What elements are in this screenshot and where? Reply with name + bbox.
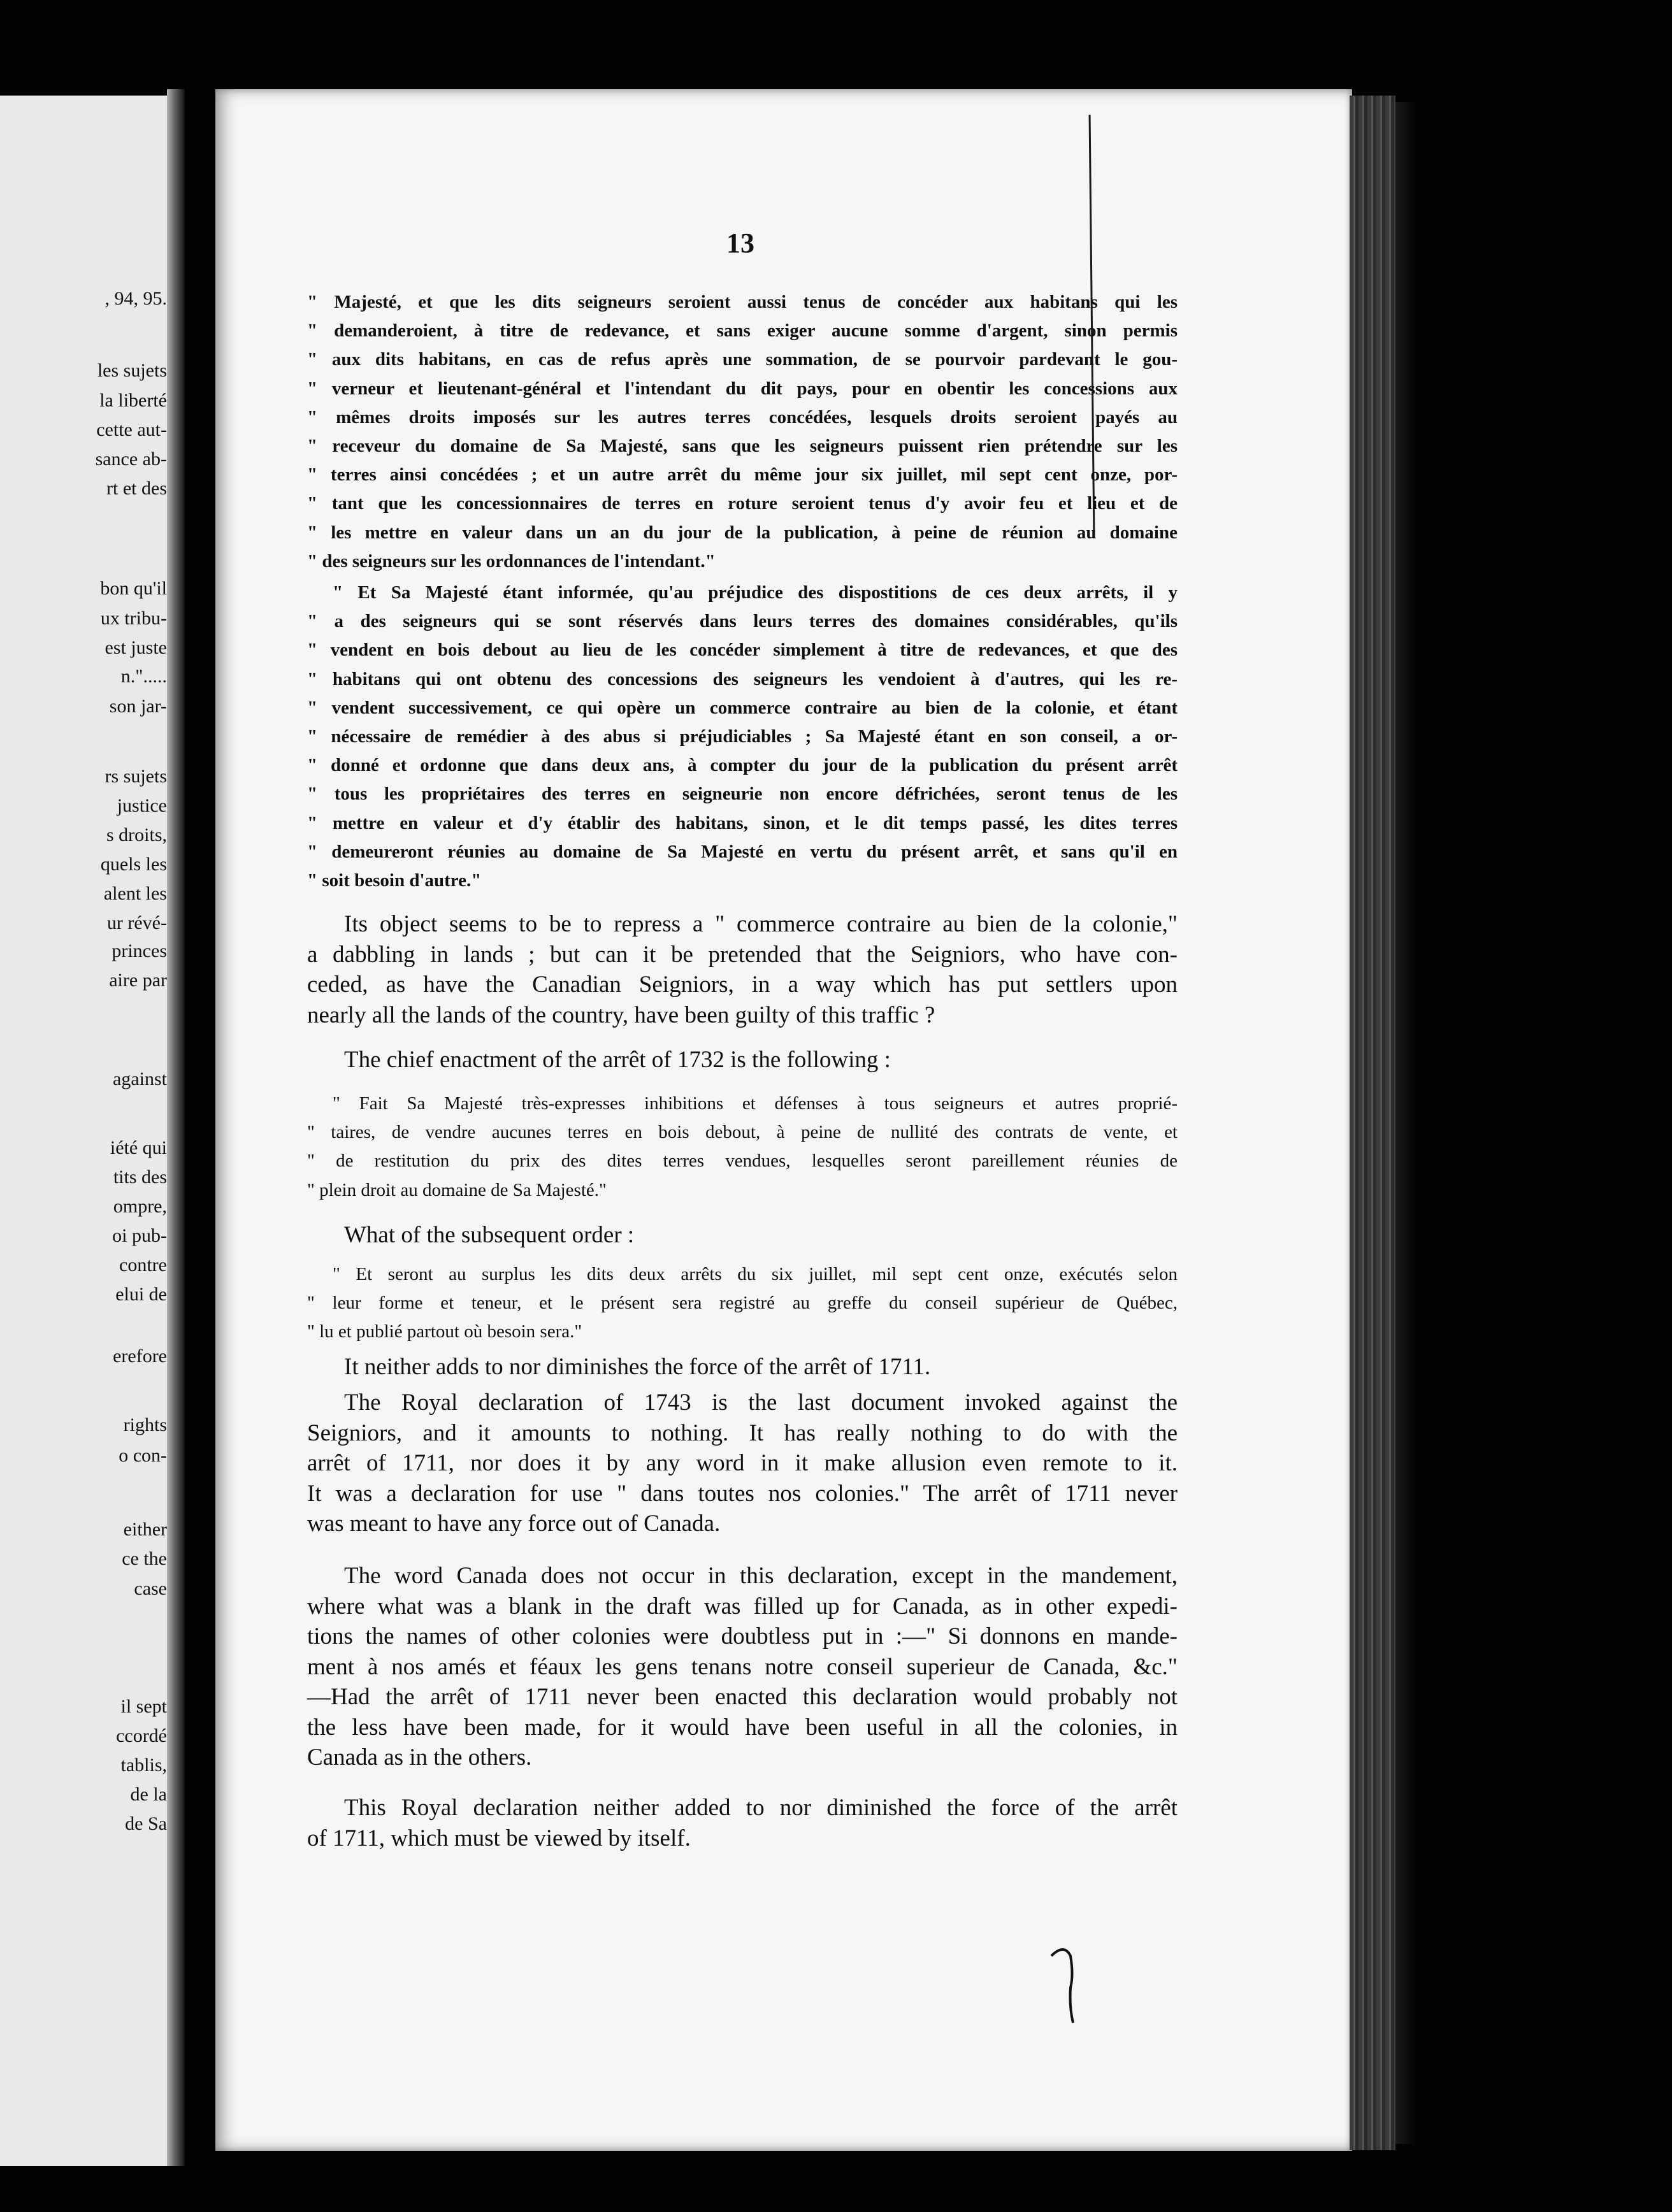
left-fragment: either	[123, 1519, 167, 1540]
left-fragment: rt et des	[106, 478, 167, 499]
paragraph-7	[307, 1793, 1178, 1853]
body-line: arrêt of 1711, nor does it by any word in it make allusion even remote to it.	[307, 1450, 1178, 1476]
paragraph-3	[307, 1220, 1178, 1251]
left-fragment: iété qui	[110, 1137, 167, 1158]
left-fragment: cette aut-	[96, 419, 167, 440]
page-number: 13	[726, 227, 754, 259]
left-fragment: against	[113, 1068, 167, 1089]
body-line: nearly all the lands of the country, have been guilty of this traffic ?	[307, 1002, 935, 1028]
left-fragment: alent les	[103, 883, 167, 904]
body-line: —Had the arrêt of 1711 never been enacted this declaration would probably not	[307, 1684, 1178, 1710]
quote-line: " aux dits habitans, en cas de refus après une sommation, de se pourvoir pardevant le gou-	[307, 349, 1178, 370]
left-fragment: , 94, 95.	[104, 288, 167, 309]
left-fragment: est juste	[104, 637, 167, 658]
left-page-gutter	[167, 89, 185, 2166]
left-fragment: ur révé-	[106, 912, 167, 933]
body-line: the less have been made, for it would have been useful in all the colonies, in	[307, 1714, 1178, 1741]
body-line: The word Canada does not occur in this declaration, except in the mandement,	[344, 1563, 1178, 1589]
book-edge-shadow	[1395, 102, 1415, 2144]
quote-line: " tous les propriétaires des terres en seigneurie non encore défrichées, seront tenus de les	[307, 784, 1178, 805]
left-fragment: ccordé	[116, 1725, 167, 1746]
left-fragment: erefore	[113, 1346, 167, 1367]
ink-mark-icon	[1045, 1937, 1096, 2026]
quote-line: " demanderoient, à titre de redevance, et sans exiger aucune somme d'argent, sinon permis	[307, 320, 1178, 341]
quote-line: " vendent successivement, ce qui opère un commerce contraire au bien de la colonie, et étant	[307, 697, 1178, 718]
quote-line: " Et seront au surplus les dits deux arrêts du six juillet, mil sept cent onze, exécutés selon	[333, 1264, 1178, 1284]
quote-line: " donné et ordonne que dans deux ans, à compter du jour de la publication du présent arrêt	[307, 755, 1178, 776]
body-line: This Royal declaration neither added to nor diminished the force of the arrêt	[344, 1795, 1178, 1821]
left-fragment: tits des	[113, 1167, 167, 1188]
body-line: Canada as in the others.	[307, 1744, 532, 1770]
quote-line: " taires, de vendre aucunes terres en bois debout, à peine de nullité des contrats de vente, et	[307, 1122, 1178, 1143]
quote-line: " les mettre en valeur dans un an du jour de la publication, à peine de réunion au domaine	[307, 522, 1178, 543]
body-line: It was a declaration for use " dans toutes nos colonies." The arrêt of 1711 never	[307, 1480, 1178, 1507]
paragraph-6	[307, 1561, 1178, 1773]
quote-line: " mêmes droits imposés sur les autres terres concédées, lesquels droits seroient payés au	[307, 406, 1178, 427]
quote-line: " Fait Sa Majesté très-expresses inhibitions et défenses à tous seigneurs et autres proprié-	[333, 1093, 1178, 1114]
paragraph-1	[307, 909, 1178, 1030]
body-line: The Royal declaration of 1743 is the last document invoked against the	[344, 1390, 1178, 1416]
left-fragment: o con-	[119, 1445, 167, 1466]
body-line: The chief enactment of the arrêt of 1732 is the following :	[344, 1047, 891, 1073]
left-fragment: son jar-	[109, 696, 167, 717]
left-fragment: la liberté	[99, 390, 167, 411]
left-page-fragment	[0, 96, 178, 2166]
body-line: It neither adds to nor diminishes the force of the arrêt of 1711.	[344, 1354, 931, 1380]
quote-line: " Et Sa Majesté étant informée, qu'au préjudice des dispostitions de ces deux arrêts, il y	[333, 582, 1178, 603]
left-fragment: rights	[123, 1414, 167, 1435]
left-fragment: aire par	[109, 970, 167, 991]
quote-line: " vendent en bois debout au lieu de les concéder simplement à titre de redevances, et que des	[307, 640, 1178, 661]
left-fragment: princes	[112, 940, 167, 961]
body-line: Seigniors, and it amounts to nothing. It has really nothing to do with the	[307, 1419, 1178, 1446]
left-fragment: bon qu'il	[100, 578, 167, 599]
left-fragment: s droits,	[106, 824, 167, 845]
left-fragment: quels les	[100, 854, 167, 875]
body-line: was meant to have any force out of Canada.	[307, 1511, 721, 1537]
paragraph-4	[307, 1352, 1178, 1382]
left-fragment: ompre,	[113, 1196, 167, 1217]
body-line: ceded, as have the Canadian Seigniors, in a way which has put settlers upon	[307, 972, 1178, 998]
left-fragment: case	[134, 1578, 167, 1599]
quote-line: " a des seigneurs qui se sont réservés dans leurs terres des domaines considérables, qu'ils	[307, 611, 1178, 632]
quote-line: " demeureront réunies au domaine de Sa Majesté en vertu du présent arrêt, et sans qu'il en	[307, 841, 1178, 862]
quote-line: " plein droit au domaine de Sa Majesté."	[307, 1179, 607, 1200]
body-line: ment à nos amés et féaux les gens tenans notre conseil superieur de Canada, &c."	[307, 1653, 1178, 1680]
quote-line: " lu et publié partout où besoin sera."	[307, 1321, 582, 1342]
left-fragment: il sept	[120, 1696, 167, 1717]
quote-line: " nécessaire de remédier à des abus si préjudiciables ; Sa Majesté étant en son conseil, a or-	[307, 726, 1178, 747]
left-fragment: sance ab-	[95, 449, 167, 470]
left-fragment: ux tribu-	[100, 608, 167, 629]
left-fragment: de Sa	[125, 1813, 167, 1834]
left-fragment: de la	[130, 1784, 167, 1805]
left-fragment: les sujets	[97, 360, 167, 381]
left-fragment: contre	[119, 1254, 167, 1275]
left-fragment: tablis,	[120, 1755, 167, 1776]
body-line: a dabbling in lands ; but can it be pretended that the Seigniors, who have con-	[307, 941, 1178, 968]
quote-line: " soit besoin d'autre."	[307, 870, 482, 891]
left-fragment: justice	[117, 795, 167, 816]
quote-line: " verneur et lieutenant-général et l'intendant du dit pays, pour en obentir les concessions aux	[307, 378, 1178, 399]
quote-block-3	[307, 1089, 1178, 1205]
quote-line: " leur forme et teneur, et le présent sera registré au greffe du conseil supérieur de Québec,	[307, 1293, 1178, 1314]
quote-line: " receveur du domaine de Sa Majesté, sans que les seigneurs puissent rien prétendre sur les	[307, 436, 1178, 457]
quote-line: " terres ainsi concédées ; et un autre arrêt du même jour six juillet, mil sept cent onze, por-	[307, 464, 1178, 485]
left-fragment: ce the	[122, 1548, 167, 1569]
paragraph-2	[307, 1045, 1178, 1075]
body-line: of 1711, which must be viewed by itself.	[307, 1825, 691, 1851]
paragraph-5	[307, 1388, 1178, 1539]
left-fragment: elui de	[115, 1284, 167, 1305]
body-line: where what was a blank in the draft was filled up for Canada, as in other expedi-	[307, 1593, 1178, 1620]
quote-line: " mettre en valeur et d'y établir des habitans, sinon, et le dit temps passé, les dites terres	[307, 812, 1178, 833]
left-fragment: oi pub-	[112, 1225, 167, 1246]
quote-line: " habitans qui ont obtenu des concessions des seigneurs les vendoient à d'autres, qui les re-	[307, 668, 1178, 689]
quote-line: " Majesté, et que les dits seigneurs seroient aussi tenus de concéder aux habitans qui les	[307, 292, 1178, 312]
quote-block-4	[307, 1260, 1178, 1347]
quote-block-1	[307, 288, 1178, 576]
left-fragment: rs sujets	[104, 766, 167, 787]
quote-line: " de restitution du prix des dites terres vendues, lesquelles seront pareillement réunies de	[307, 1151, 1178, 1172]
quote-block-2	[307, 578, 1178, 895]
left-fragment: n.".....	[120, 666, 167, 687]
quote-line: " tant que les concessionnaires de terres en roture seroient tenus d'y avoir feu et lieu et de	[307, 493, 1178, 514]
page-stack-edge	[1350, 96, 1395, 2150]
body-line: tions the names of other colonies were doubtless put in :—" Si donnons en mande-	[307, 1623, 1178, 1649]
quote-line: " des seigneurs sur les ordonnances de l'intendant."	[307, 550, 716, 571]
body-line: What of the subsequent order :	[344, 1222, 635, 1248]
body-line: Its object seems to be to repress a " commerce contraire au bien de la colonie,"	[344, 911, 1178, 937]
